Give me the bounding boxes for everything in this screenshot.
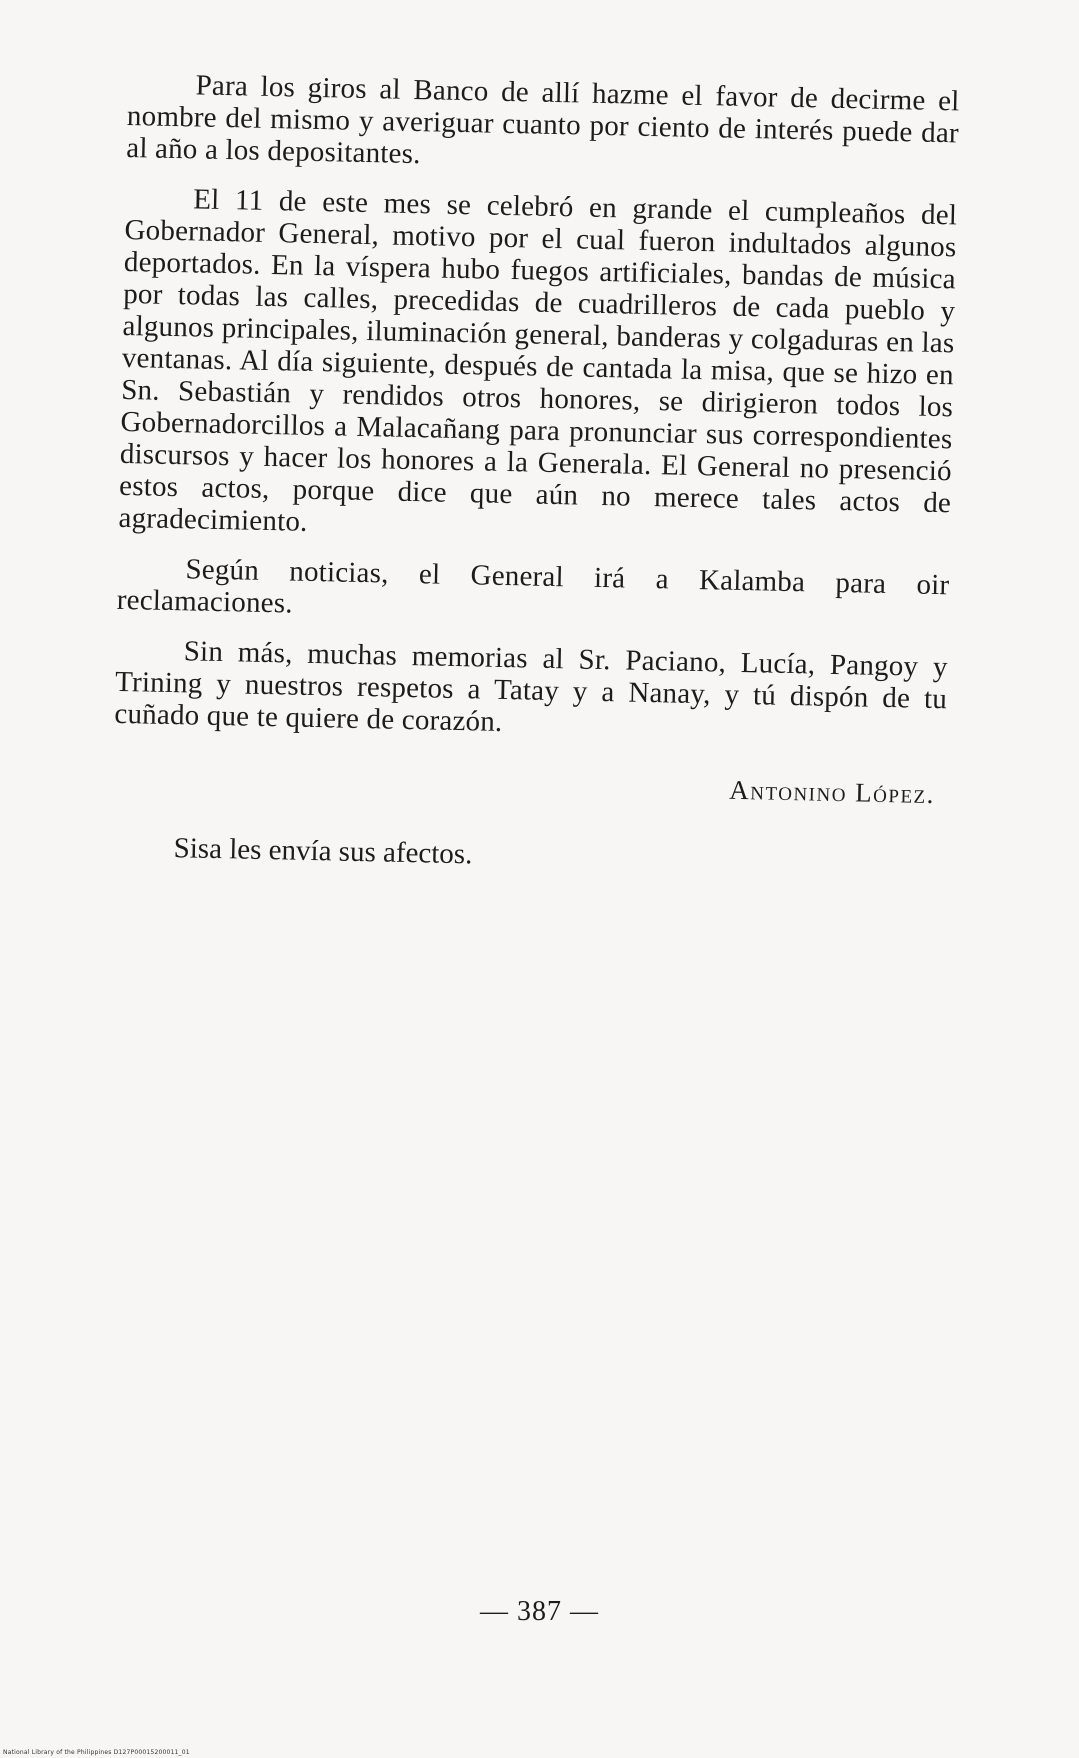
paragraph-closing: Sin más, muchas memorias al Sr. Paciano, Lucía, Pangoy y Trining y nuestros respetos a Tatay y a Nanay, y tú dispón de tu cuñado que te quiere de corazón. bbox=[114, 635, 948, 738]
paragraph-birthday-celebration: El 11 de este mes se celebró en grande el cumpleaños del Gobernador General, motivo por el cual fueron indultados algunos deportados. En la víspera hubo fuegos artificiales, bandas de música por todas las calles, precedidas de cuadrilleros de cada pueblo y algunos principales, iluminación general, banderas y colgaduras en las ventanas. Al día siguiente, después de cantada la misa, que se hizo en Sn. Sebastián y rendidos otros honores, se dirigieron todos los Gobernadorcillos a Malacañang para pronunciar sus correspondientes discursos y hacer los honores a la Generala. El General no presenció estos actos, porque dice que aún no merece tales actos de agradecimiento. bbox=[118, 183, 958, 538]
signature: Antonino López. bbox=[729, 774, 936, 810]
letter-body bbox=[111, 68, 959, 880]
footer-source: National Library of the Philippines D127P00015200011_01 bbox=[3, 1749, 190, 1756]
postscript: Sisa les envía sus afectos. bbox=[173, 832, 473, 871]
page-number: — 387 — bbox=[480, 1596, 599, 1627]
paragraph-bank-inquiry: Para los giros al Banco de allí hazme el favor de decirme el nombre del mismo y averiguar cuanto por ciento de interés puede dar al año a los depositantes. bbox=[125, 69, 960, 171]
paragraph-general-kalamba: Según noticias, el General irá a Kalamba para oir reclamaciones. bbox=[116, 553, 950, 620]
